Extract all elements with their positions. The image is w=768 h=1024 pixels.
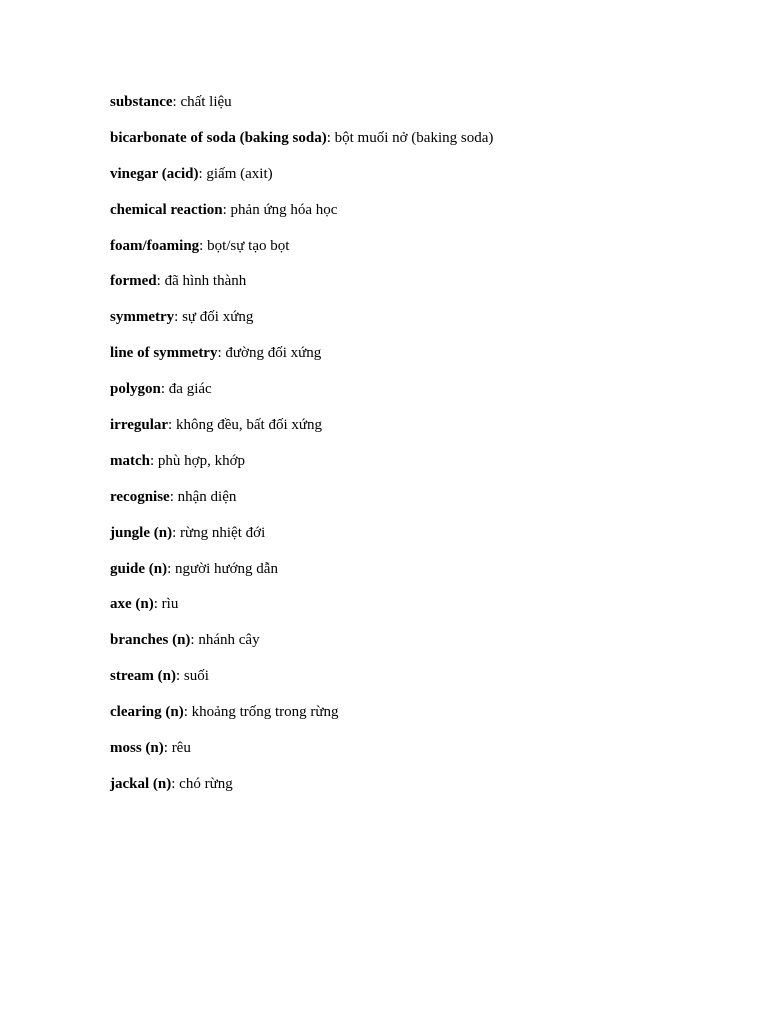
separator: : xyxy=(169,488,178,505)
definition: sự đối xứng xyxy=(182,309,254,326)
term: branches (n) xyxy=(110,632,191,649)
vocabulary-entry xyxy=(110,163,710,185)
definition: đường đối xứng xyxy=(225,345,322,362)
vocabulary-entry xyxy=(110,342,710,364)
vocabulary-entry xyxy=(110,701,710,723)
vocabulary-entry xyxy=(110,270,710,292)
separator: : xyxy=(163,740,172,757)
term: chemical reaction xyxy=(110,201,223,218)
separator: : xyxy=(160,381,169,398)
definition: nhận diện xyxy=(177,488,237,505)
vocabulary-entry xyxy=(110,522,710,544)
separator: : xyxy=(153,596,162,613)
term: guide (n) xyxy=(110,560,168,577)
vocabulary-entry xyxy=(110,629,710,651)
term: bicarbonate of soda (baking soda) xyxy=(110,129,327,146)
term: line of symmetry xyxy=(110,345,218,362)
separator: : xyxy=(217,345,226,362)
term: jackal (n) xyxy=(110,775,172,792)
term: irregular xyxy=(110,417,169,434)
definition: rêu xyxy=(171,740,191,757)
term: moss (n) xyxy=(110,740,164,757)
separator: : xyxy=(198,165,207,182)
separator: : xyxy=(167,560,176,577)
definition: rừng nhiệt đới xyxy=(180,524,266,541)
definition: chó rừng xyxy=(179,775,233,792)
vocabulary-entry xyxy=(110,486,710,508)
definition: khoảng trống trong rừng xyxy=(191,704,339,721)
term: clearing (n) xyxy=(110,704,184,721)
vocabulary-entry xyxy=(110,414,710,436)
vocabulary-entry xyxy=(110,306,710,328)
separator: : xyxy=(222,201,231,218)
term: axe (n) xyxy=(110,596,154,613)
separator: : xyxy=(168,417,176,434)
vocabulary-entry xyxy=(110,199,710,221)
term: vinegar (acid) xyxy=(110,165,199,182)
vocabulary-entry xyxy=(110,773,710,795)
term: match xyxy=(110,452,150,469)
term: jungle (n) xyxy=(110,524,173,541)
separator: : xyxy=(190,632,199,649)
definition: rìu xyxy=(161,596,179,613)
definition: không đều, bất đối xứng xyxy=(175,417,322,434)
separator: : xyxy=(199,237,208,254)
term: substance xyxy=(110,94,173,110)
term: recognise xyxy=(110,488,170,505)
definition: phản ứng hóa học xyxy=(230,201,338,218)
definition: chất liệu xyxy=(180,94,232,110)
separator: : xyxy=(183,704,192,721)
vocabulary-entry xyxy=(110,378,710,400)
separator: : xyxy=(326,129,335,146)
term: polygon xyxy=(110,381,161,398)
separator: : xyxy=(175,668,184,685)
definition: đã hình thành xyxy=(164,273,247,290)
definition: đa giác xyxy=(168,381,212,398)
vocabulary-entry xyxy=(110,593,710,615)
separator: : xyxy=(150,452,158,469)
definition: phù hợp, khớp xyxy=(157,452,246,469)
vocabulary-entry xyxy=(110,737,710,759)
separator: : xyxy=(172,94,181,110)
vocabulary-entry xyxy=(110,558,710,580)
definition: người hướng dẫn xyxy=(175,560,278,577)
term: symmetry xyxy=(110,309,175,326)
vocabulary-entry xyxy=(110,235,710,257)
separator: : xyxy=(171,775,180,792)
definition: nhánh cây xyxy=(198,632,260,649)
separator: : xyxy=(174,309,183,326)
definition: suối xyxy=(183,668,209,685)
term: foam/foaming xyxy=(110,237,200,254)
vocabulary-entry xyxy=(110,91,710,113)
vocabulary-list xyxy=(110,91,710,809)
separator: : xyxy=(156,273,165,290)
definition: giấm (axit) xyxy=(206,165,273,182)
term: stream (n) xyxy=(110,668,176,685)
term: formed xyxy=(110,273,157,290)
definition: bột muối nở (baking soda) xyxy=(334,129,494,146)
vocabulary-entry xyxy=(110,127,710,149)
separator: : xyxy=(172,524,181,541)
vocabulary-entry xyxy=(110,665,710,687)
vocabulary-entry xyxy=(110,450,710,472)
definition: bọt/sự tạo bọt xyxy=(207,237,290,254)
